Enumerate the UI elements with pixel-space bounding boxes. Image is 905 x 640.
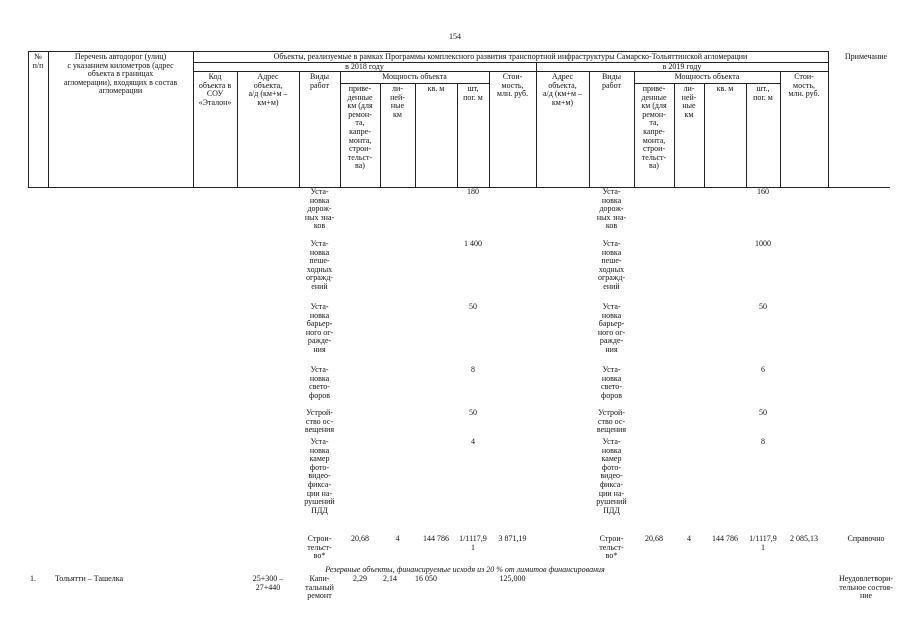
header-reduced-2019: приве- денные км (для ремон- та, капре- монта, строи- тельст- ва) [641, 84, 667, 171]
header-linear: ли- ней- ные км [390, 84, 405, 119]
header-note: Примечание [844, 52, 888, 61]
build-pcs-2019: 1/1117,9 1 [749, 534, 777, 552]
header-works-2019: Виды работ [601, 72, 622, 90]
row-works-2019: Уста- новка дорож- ных зна- ков [596, 187, 627, 231]
header-capacity-2019: Мощность объекта [674, 72, 740, 81]
reserve-road: Тольятти – Ташелка [55, 574, 124, 583]
build-works: Строи- тельст- во* [307, 534, 332, 561]
build-works-2019: Строи- тельст- во* [599, 534, 624, 561]
build-sqm: 144 786 [423, 534, 449, 543]
header-address-2019: Адрес объекта, а/д (км+м – км+м) [542, 72, 583, 107]
row-works: Устрой- ство ос- вещения [304, 408, 335, 435]
row-value-2018: 50 [469, 302, 477, 311]
row-value-2019: 160 [757, 187, 769, 196]
header-code: Код объекта в СОУ «Эталон» [198, 72, 232, 107]
header-pcs: шт, пог. м [463, 84, 483, 102]
row-value-2019: 8 [761, 437, 765, 446]
header-works: Виды работ [309, 72, 330, 90]
reserve-works: Капи- тальный ремонт [305, 574, 334, 601]
header-reduced: приве- денные км (для ремон- та, капре- монта, строи- тельст- ва) [347, 84, 373, 171]
reserve-cost: 125,000 [499, 574, 526, 583]
reserve-note: Неудовлетвори- тельное состоя- ние [838, 574, 894, 601]
header-linear-2019: ли- ней- ные км [681, 84, 697, 119]
build-sqm-2019: 144 786 [712, 534, 738, 543]
header-num: № п/п [32, 52, 44, 70]
header-pcs-2019: шт., пог. м [753, 84, 773, 102]
row-works-2019: Уста- новка барьер- ного ог- ражде- ния [597, 302, 626, 354]
build-cost-2019: 2 085,13 [790, 534, 818, 543]
row-works-2019: Уста- новка свето- форов [601, 365, 622, 400]
header-capacity: Мощность объекта [382, 72, 447, 81]
header-address: Адрес объекта, а/д (км+м – км+м) [248, 72, 288, 107]
reserve-reduced: 2,29 [353, 574, 367, 583]
row-value-2018: 8 [471, 365, 475, 374]
header-year-2018: в 2018 году [345, 62, 384, 71]
header-cost: Стои- мость, млн. руб. [496, 72, 529, 99]
header-cost-2019: Стои- мость, млн. руб. [788, 72, 820, 99]
row-works: Уста- новка барьер- ного ог- ражде- ния [305, 302, 334, 354]
reserve-sqm: 16 050 [415, 574, 437, 583]
row-value-2019: 50 [759, 408, 767, 417]
reserve-num: 1. [30, 574, 36, 583]
row-works-2019: Уста- новка камер фото- видео- фикса- ции на- рушений ПДД [596, 437, 627, 515]
row-works: Уста- новка свето- форов [309, 365, 330, 400]
header-sqm-2019: кв. м [716, 84, 734, 93]
build-reduced-2019: 20,68 [645, 534, 663, 543]
row-works: Уста- новка камер фото- видео- фикса- ции на- рушений ПДД [304, 437, 335, 515]
header-roads: Перечень автодорог (улиц) с указанием километров (адрес объекта в границах агломерации), входящих в состав агломерации [63, 52, 178, 96]
row-value-2019: 50 [759, 302, 767, 311]
row-works: Уста- новка дорож- ных зна- ков [304, 187, 335, 231]
row-value-2018: 1 400 [464, 239, 482, 248]
row-value-2018: 4 [471, 437, 475, 446]
header-year-2019: в 2019 году [662, 62, 702, 71]
header-sqm: кв. м [427, 84, 445, 93]
reserve-linear: 2,14 [383, 574, 397, 583]
build-pcs: 1/1117,9 1 [459, 534, 487, 552]
build-linear: 4 [395, 534, 400, 543]
build-linear-2019: 4 [687, 534, 691, 543]
row-works-2019: Устрой- ство ос- вещения [596, 408, 627, 435]
header-objects: Объекты, реализуемые в рамках Программы комплексного развития транспортной инфраструктуры Самарско-Тольяттинской агломерации [273, 52, 748, 61]
row-works-2019: Уста- новка пеше- ходных огражд- ений [597, 239, 626, 291]
reserve-address: 25+300 – 27+440 [252, 574, 284, 592]
row-value-2019: 1000 [755, 239, 771, 248]
row-value-2019: 6 [761, 365, 765, 374]
build-cost: 3 871,19 [498, 534, 527, 543]
build-reduced: 20,68 [351, 534, 369, 543]
page-number: 154 [449, 32, 461, 41]
build-note: Справочно [847, 534, 885, 543]
reserve-caption: Резервные объекты, финансируемые исходя из 20 % от лимитов финансирования [325, 565, 605, 574]
row-works: Уста- новка пеше- ходных огражд- ений [305, 239, 334, 291]
row-value-2018: 180 [467, 187, 479, 196]
row-value-2018: 50 [469, 408, 477, 417]
